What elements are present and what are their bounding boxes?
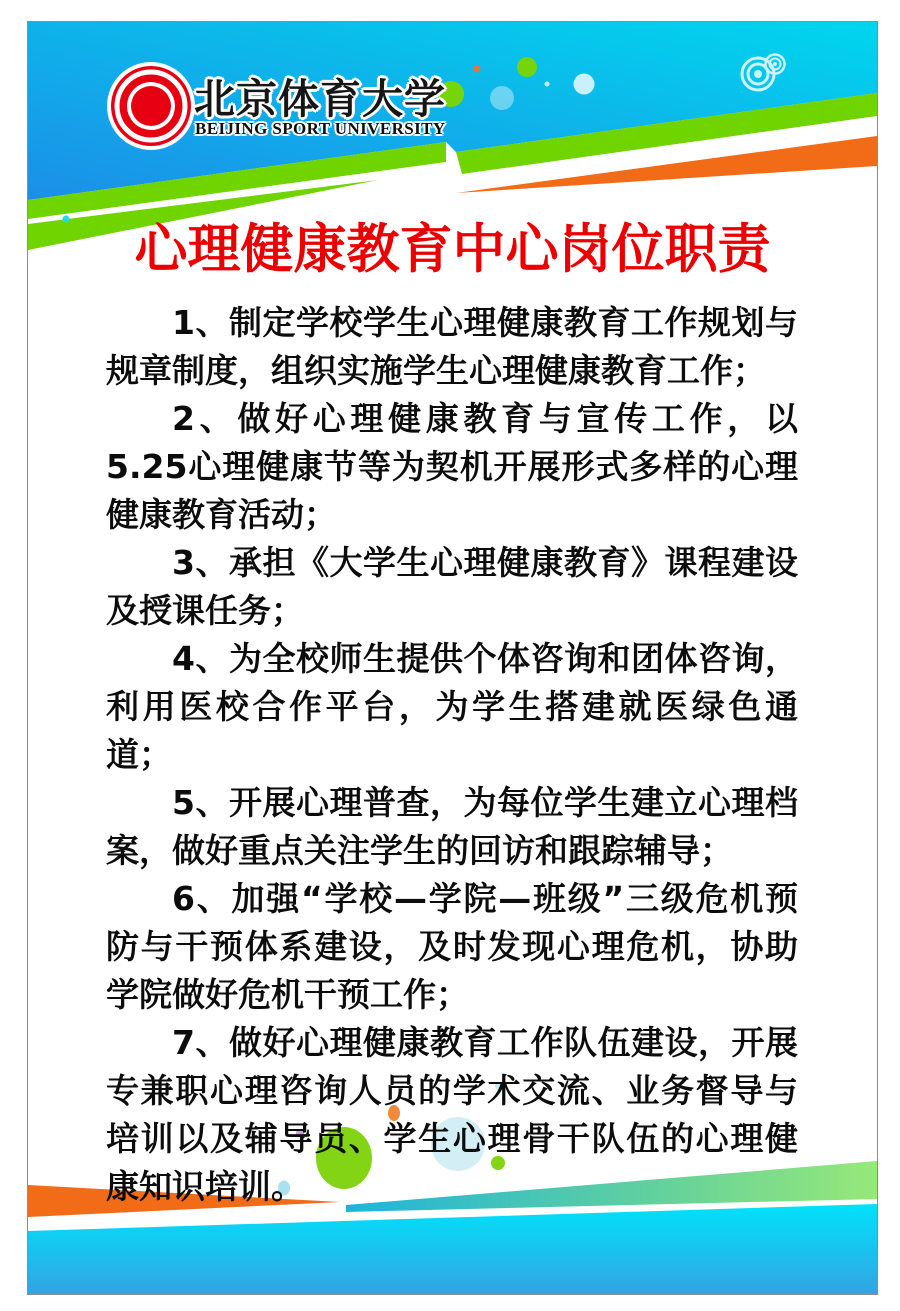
- responsibility-item-2: 2、做好心理健康教育与宣传工作，以5.25心理健康节等为契机开展形式多样的心理健康教育活动；: [106, 399, 798, 534]
- responsibility-list: [106, 299, 798, 1211]
- poster-panel: [27, 21, 878, 1295]
- responsibility-item-6: 6、加强“学校—学院—班级”三级危机预防与干预体系建设，及时发现心理危机，协助学院做好危机干预工作；: [106, 879, 798, 1014]
- header-dot-white: [574, 74, 595, 95]
- footer-blue-band: [28, 1204, 877, 1294]
- university-name-zh: 北京体育大学: [194, 75, 446, 123]
- page-title: 心理健康教育中心岗位职责: [134, 219, 771, 280]
- university-name-en: BEIJING SPORT UNIVERSITY: [195, 119, 446, 138]
- responsibility-item-5: 5、开展心理普查，为每位学生建立心理档案，做好重点关注学生的回访和跟踪辅导；: [106, 783, 798, 870]
- responsibility-item-3: 3、承担《大学生心理健康教育》课程建设及授课任务；: [106, 543, 798, 630]
- header-dot-green-small: [517, 57, 537, 77]
- header-dot-tiny: [545, 82, 550, 87]
- responsibility-item-1: 1、制定学校学生心理健康教育工作规划与规章制度，组织实施学生心理健康教育工作；: [106, 303, 798, 390]
- responsibility-item-7: 7、做好心理健康教育工作队伍建设，开展专兼职心理咨询人员的学术交流、业务督导与培训以及辅导员、学生心理骨干队伍的心理健康知识培训。: [106, 1023, 798, 1206]
- university-logo-icon: [107, 62, 195, 150]
- responsibility-item-4: 4、为全校师生提供个体咨询和团体咨询，利用医校合作平台，为学生搭建就医绿色通道；: [106, 639, 798, 774]
